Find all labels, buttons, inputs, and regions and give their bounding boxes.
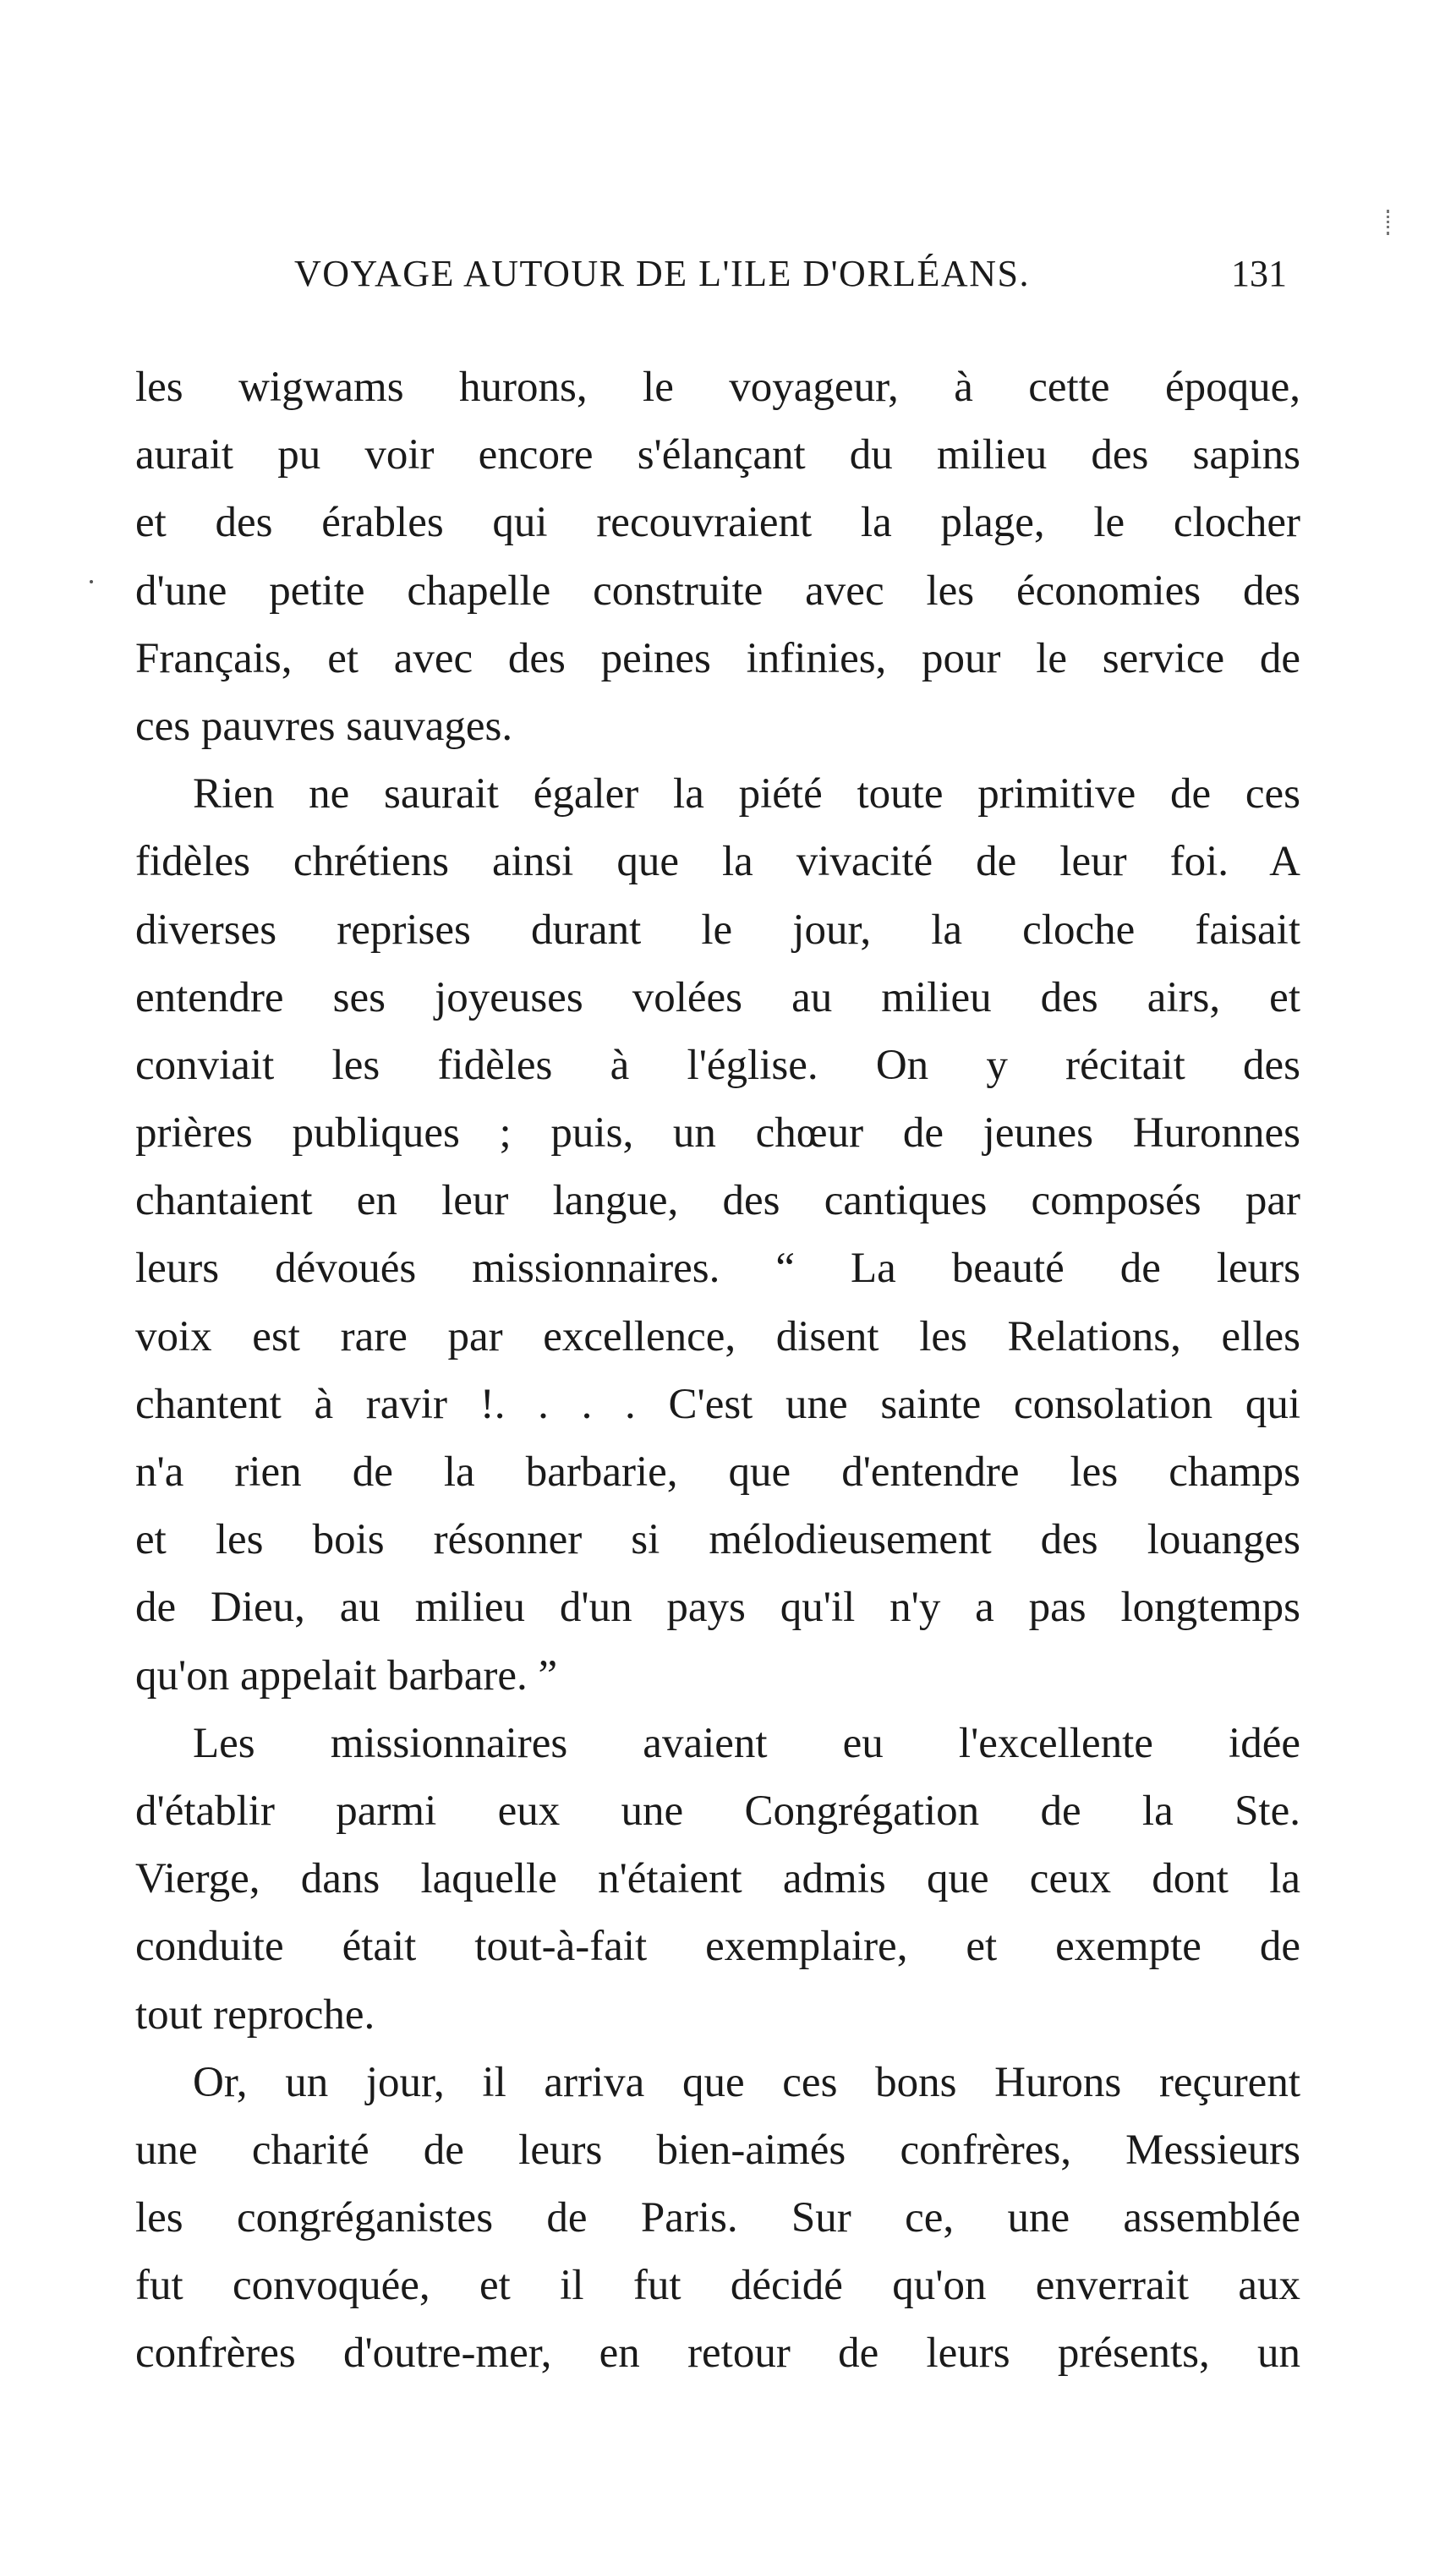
page-number: 131 xyxy=(1231,253,1287,294)
text-line: tout reproche. xyxy=(135,1990,375,2039)
body-text xyxy=(135,353,1300,2388)
text-line: Les missionnaires avaient eu l'excellente idée xyxy=(193,1719,1300,1767)
text-line: une charité de leurs bien-aimés confrères, Messieurs xyxy=(135,2126,1300,2174)
margin-mark xyxy=(1387,210,1392,235)
text-line: diverses reprises durant le jour, la cloche faisait xyxy=(135,906,1300,954)
text-line: ces pauvres sauvages. xyxy=(135,702,513,750)
text-line: et des érables qui recouvraient la plage, le clocher xyxy=(135,499,1300,547)
paragraph-3 xyxy=(135,1710,1300,2049)
text-line: de Dieu, au milieu d'un pays qu'il n'y a pas longtemps xyxy=(135,1584,1300,1632)
paragraph-2 xyxy=(135,760,1300,1710)
text-line: prières publiques ; puis, un chœur de jeunes Huronnes xyxy=(135,1109,1300,1158)
text-line: les congréganistes de Paris. Sur ce, une assemblée xyxy=(135,2194,1300,2242)
text-line: chantaient en leur langue, des cantiques composés par xyxy=(135,1177,1300,1225)
text-line: Vierge, dans laquelle n'étaient admis que ceux dont la xyxy=(135,1855,1300,1903)
paragraph-4 xyxy=(135,2049,1300,2388)
text-line: fidèles chrétiens ainsi que la vivacité de leur foi. A xyxy=(135,838,1300,886)
text-line: qu'on appelait barbare. ” xyxy=(135,1651,558,1700)
text-line: aurait pu voir encore s'élançant du milieu des sapins xyxy=(135,431,1300,479)
text-line: entendre ses joyeuses volées au milieu des airs, et xyxy=(135,973,1300,1021)
running-title: VOYAGE AUTOUR DE L'ILE D'ORLÉANS. xyxy=(294,253,1030,294)
text-line: voix est rare par excellence, disent les Relations, elles xyxy=(135,1312,1300,1360)
text-line: conviait les fidèles à l'église. On y récitait des xyxy=(135,1041,1300,1089)
text-line: Rien ne saurait égaler la piété toute primitive de ces xyxy=(193,770,1300,818)
text-line: Or, un jour, il arriva que ces bons Hurons reçurent xyxy=(193,2058,1300,2106)
text-line: confrères d'outre-mer, en retour de leurs présents, un xyxy=(135,2329,1300,2378)
text-line: chantent à ravir !. . . . C'est une sainte consolation qui xyxy=(135,1380,1300,1428)
paragraph-1 xyxy=(135,353,1300,760)
text-line: d'établir parmi eux une Congrégation de la Ste. xyxy=(135,1787,1300,1835)
text-line: fut convoquée, et il fut décidé qu'on enverrait aux xyxy=(135,2262,1300,2310)
text-line: conduite était tout-à-fait exemplaire, et exempte de xyxy=(135,1923,1300,1971)
text-line: Français, et avec des peines infinies, pour le service de xyxy=(135,634,1300,682)
running-header xyxy=(135,252,1319,311)
text-line: les wigwams hurons, le voyageur, à cette époque, xyxy=(135,364,1300,411)
text-line: n'a rien de la barbarie, que d'entendre les champs xyxy=(135,1448,1300,1496)
margin-dot xyxy=(90,580,93,583)
text-line: d'une petite chapelle construite avec les économies des xyxy=(135,567,1300,615)
text-line: leurs dévoués missionnaires. “ La beauté de leurs xyxy=(135,1245,1300,1293)
text-line: et les bois résonner si mélodieusement des louanges xyxy=(135,1516,1300,1564)
